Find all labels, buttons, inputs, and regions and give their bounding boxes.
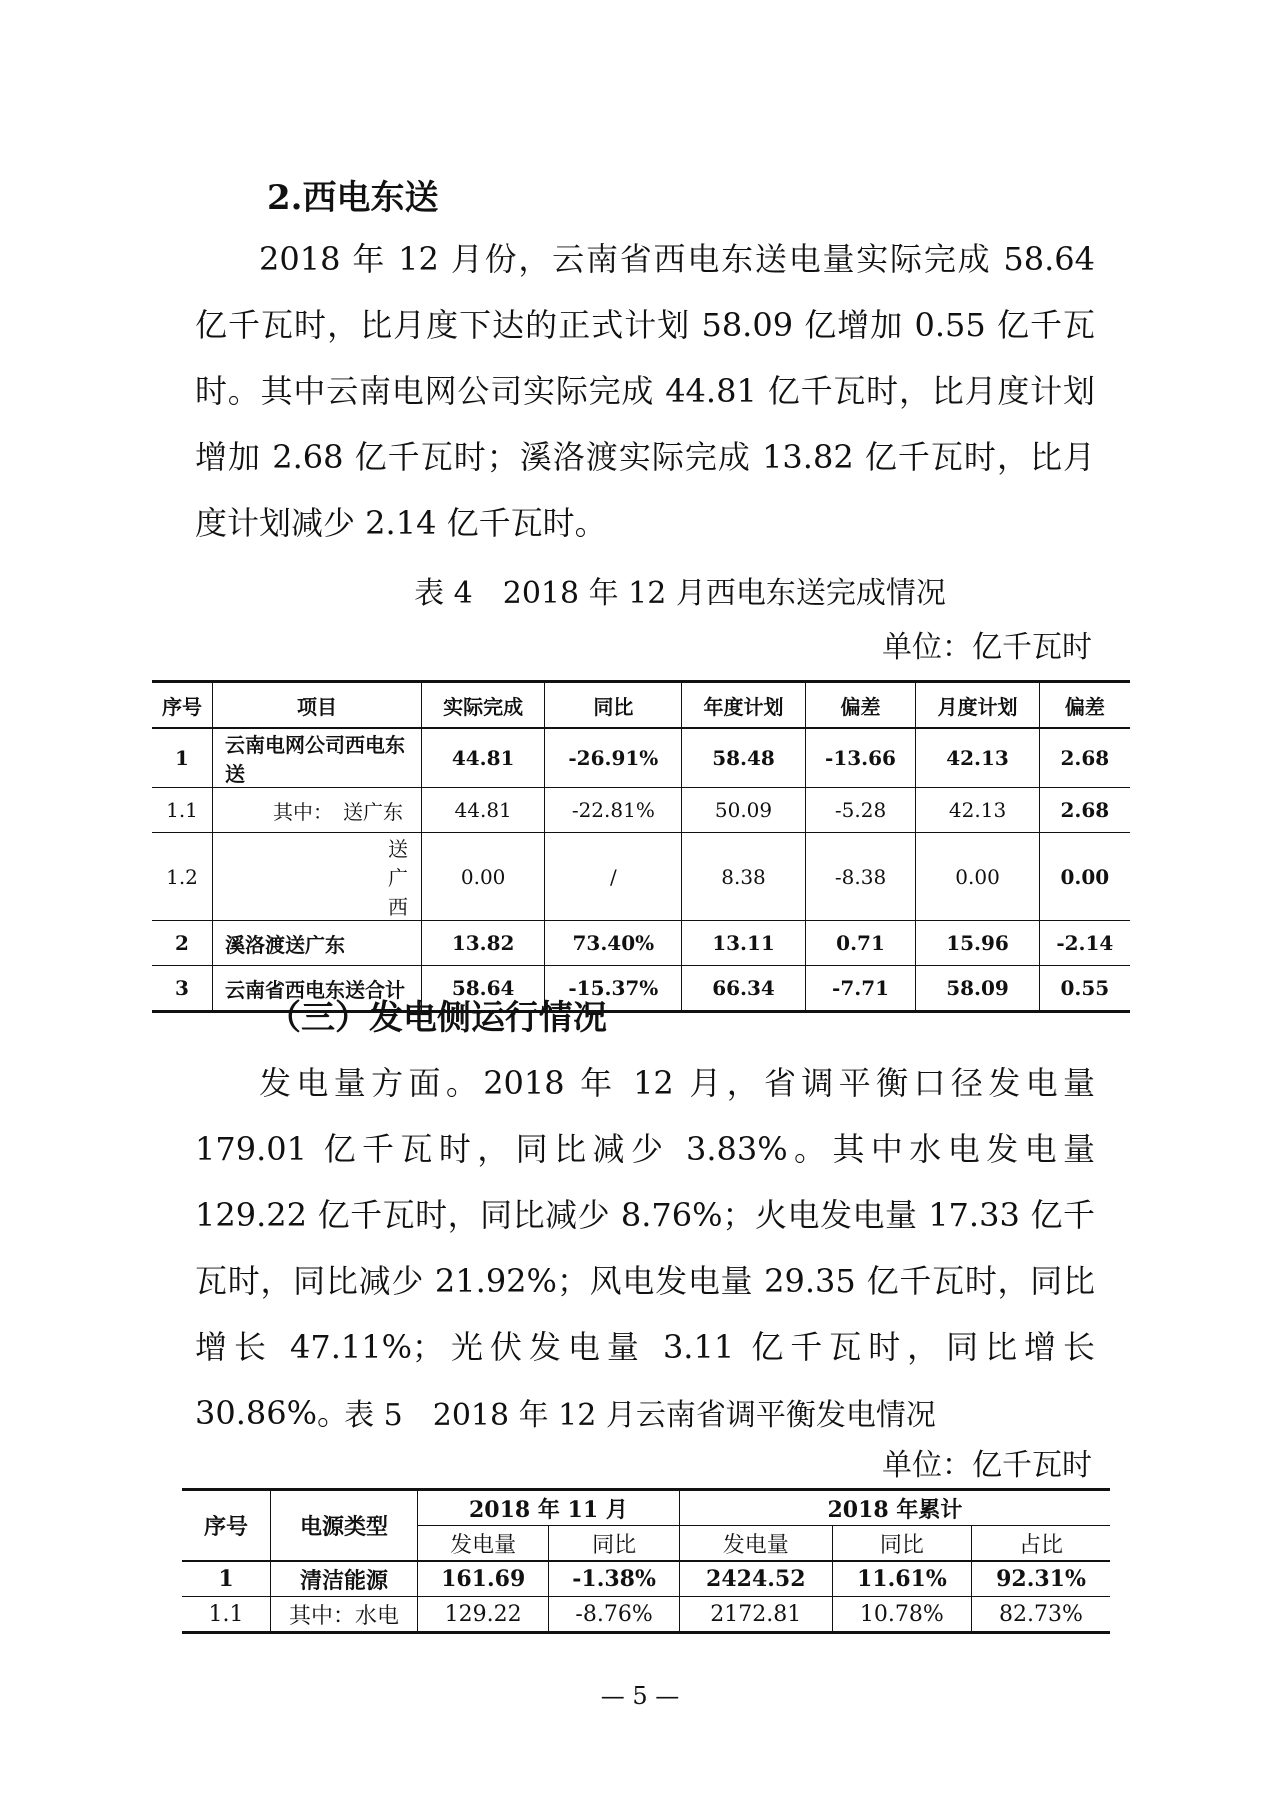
table-cell: 1	[152, 728, 213, 788]
table5-header-row	[182, 1490, 1110, 1526]
table4-header-row	[152, 682, 1130, 729]
table-cell: -1.38%	[549, 1561, 680, 1597]
table-cell: 50.09	[682, 788, 805, 833]
table5-header-cell: 2018 年 11 月	[418, 1490, 680, 1526]
table-cell: 2172.81	[679, 1597, 832, 1633]
table5	[182, 1488, 1110, 1634]
table-cell: 1	[182, 1561, 271, 1597]
table-cell: 送广西	[213, 833, 422, 921]
table4-header-cell: 序号	[152, 682, 213, 729]
table-cell: 161.69	[418, 1561, 549, 1597]
section-heading: 2.西电东送	[267, 178, 439, 218]
table4	[152, 680, 1130, 1013]
table5-header-cell: 发电量	[679, 1526, 832, 1562]
table-cell: -5.28	[805, 788, 916, 833]
table-cell: 13.82	[422, 921, 545, 966]
table-cell: 其中：水电	[271, 1597, 418, 1633]
table-cell: 42.13	[916, 788, 1039, 833]
table-row	[152, 833, 1130, 921]
table-row	[152, 788, 1130, 833]
table-cell: 0.00	[1039, 833, 1130, 921]
table-cell: 1.1	[182, 1597, 271, 1633]
paragraph-west-east-power: 2018 年 12 月份，云南省西电东送电量实际完成 58.64 亿千瓦时，比月度下达的正式计划 58.09 亿增加 0.55 亿千瓦时。其中云南电网公司实际完成 44.81 亿千瓦时，比月度计划增加 2.68 亿千瓦时；溪洛渡实际完成 13.82 亿千瓦时，比月度计划减少 2.14 亿千瓦时。	[195, 240, 1095, 542]
table-row	[152, 921, 1130, 966]
table-cell: 1.2	[152, 833, 213, 921]
table-cell: 其中： 送广东	[213, 788, 422, 833]
table4-caption: 表 4 2018 年 12 月西电东送完成情况	[414, 576, 946, 611]
table-cell: 15.96	[916, 921, 1039, 966]
table-cell: 1.1	[152, 788, 213, 833]
table-cell: 2.68	[1039, 788, 1130, 833]
table-cell: -8.76%	[549, 1597, 680, 1633]
table-row	[152, 728, 1130, 788]
table-cell: 58.09	[916, 966, 1039, 1012]
table-cell: -8.38	[805, 833, 916, 921]
table-cell: -22.81%	[545, 788, 682, 833]
table5-header-cell: 电源类型	[271, 1490, 418, 1562]
table-cell: 42.13	[916, 728, 1039, 788]
table5-caption: 表 5 2018 年 12 月云南省调平衡发电情况	[344, 1398, 936, 1433]
table5-header-cell: 发电量	[418, 1526, 549, 1562]
table-cell: 92.31%	[971, 1561, 1110, 1597]
table-cell: 44.81	[422, 788, 545, 833]
table4-header-cell: 项目	[213, 682, 422, 729]
table4-unit: 单位：亿千瓦时	[882, 630, 1092, 665]
table-cell: -15.37%	[545, 966, 682, 1012]
paragraph-generation: 发电量方面。2018 年 12 月，省调平衡口径发电量 179.01 亿千瓦时，同比减少 3.83%。其中水电发电量 129.22 亿千瓦时，同比减少 8.76%；火电发电量 17.33 亿千瓦时，同比减少 21.92%；风电发电量 29.35 亿千瓦时，同比增长 47.11%；光伏发电量 3.11 亿千瓦时，同比增长 30.86%。	[195, 1064, 1095, 1432]
table4-header-cell: 实际完成	[422, 682, 545, 729]
table-cell: 云南电网公司西电东送	[213, 728, 422, 788]
table-cell: 58.64	[422, 966, 545, 1012]
table-cell: 0.00	[422, 833, 545, 921]
table5-header-cell: 占比	[971, 1526, 1110, 1562]
table-cell: 66.34	[682, 966, 805, 1012]
table-cell: 58.48	[682, 728, 805, 788]
table-cell: 0.55	[1039, 966, 1130, 1012]
table4-header-cell: 同比	[545, 682, 682, 729]
table5-header-cell: 同比	[549, 1526, 680, 1562]
subsection-heading: （三）发电侧运行情况	[267, 998, 607, 1038]
table-cell: 清洁能源	[271, 1561, 418, 1597]
table-cell: 2424.52	[679, 1561, 832, 1597]
table4-header-cell: 月度计划	[916, 682, 1039, 729]
page-number: — 5 —	[600, 1682, 680, 1710]
table-cell: 2.68	[1039, 728, 1130, 788]
table-cell: 0.00	[916, 833, 1039, 921]
table-cell: -13.66	[805, 728, 916, 788]
table-cell: 10.78%	[832, 1597, 971, 1633]
table-cell: 2	[152, 921, 213, 966]
table4-header-cell: 偏差	[1039, 682, 1130, 729]
table-cell: 11.61%	[832, 1561, 971, 1597]
table-cell: -2.14	[1039, 921, 1130, 966]
table-row	[182, 1561, 1110, 1597]
table5-header-cell: 2018 年累计	[679, 1490, 1110, 1526]
table5-unit: 单位：亿千瓦时	[882, 1448, 1092, 1483]
table4-header-cell: 年度计划	[682, 682, 805, 729]
table4-header-cell: 偏差	[805, 682, 916, 729]
table-row	[182, 1597, 1110, 1633]
table-cell: 云南省西电东送合计	[213, 966, 422, 1012]
table-cell: -7.71	[805, 966, 916, 1012]
table-cell: 3	[152, 966, 213, 1012]
table5-header-cell: 序号	[182, 1490, 271, 1562]
table-cell: 8.38	[682, 833, 805, 921]
table-cell: -26.91%	[545, 728, 682, 788]
table-cell: 73.40%	[545, 921, 682, 966]
table-cell: 0.71	[805, 921, 916, 966]
table-cell: 82.73%	[971, 1597, 1110, 1633]
table-cell: 44.81	[422, 728, 545, 788]
table5-header-cell: 同比	[832, 1526, 971, 1562]
table-cell: 13.11	[682, 921, 805, 966]
table-cell: 溪洛渡送广东	[213, 921, 422, 966]
table-cell: 129.22	[418, 1597, 549, 1633]
table-cell: /	[545, 833, 682, 921]
